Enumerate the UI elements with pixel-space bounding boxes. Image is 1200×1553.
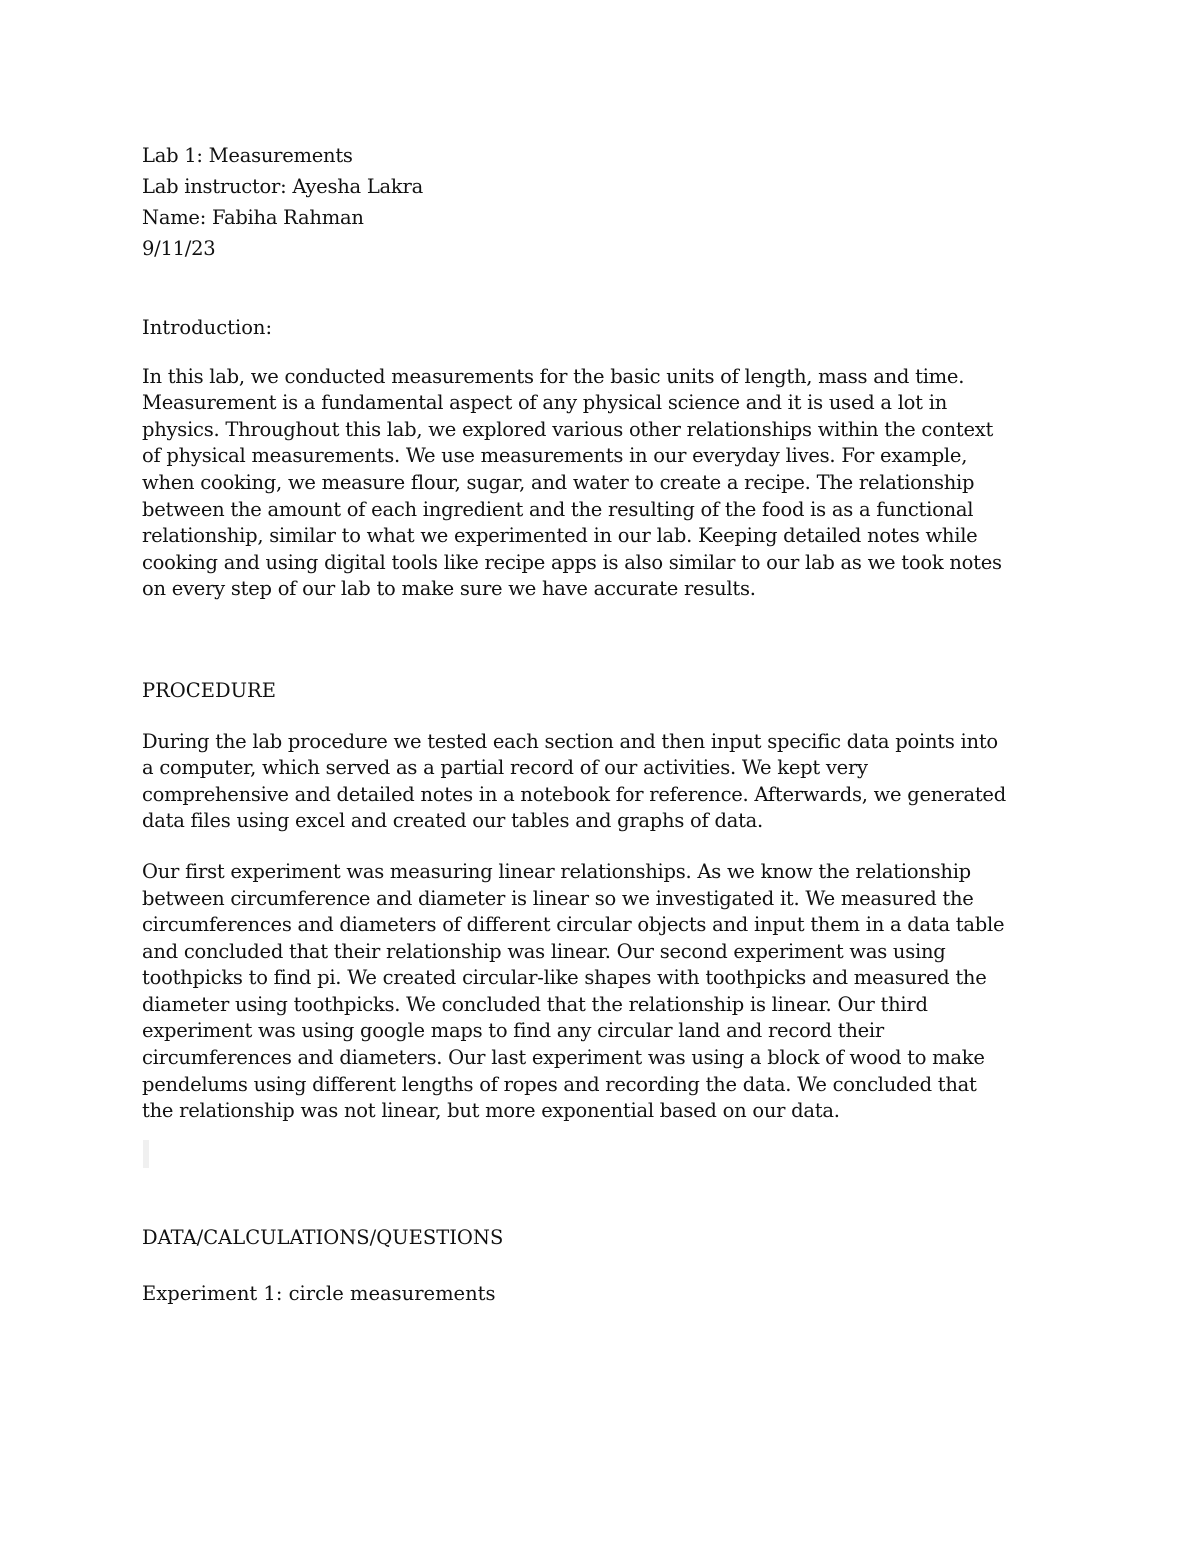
paragraph-line: the relationship was not linear, but more exponential based on our data. — [142, 1099, 840, 1123]
paragraph-line: circumferences and diameters of different circular objects and input them in a data table — [142, 913, 1005, 937]
document-body — [142, 140, 1067, 1308]
paragraph-line: During the lab procedure we tested each section and then input specific data points into — [142, 729, 998, 753]
paragraph-line: comprehensive and detailed notes in a notebook for reference. Afterwards, we generated — [142, 782, 1006, 806]
paragraph-line: a computer, which served as a partial record of our activities. We kept very — [142, 756, 868, 780]
procedure-paragraph-2 — [142, 859, 1067, 1125]
paragraph-line: In this lab, we conducted measurements for the basic units of length, mass and time. — [142, 364, 965, 388]
paragraph-line: of physical measurements. We use measurements in our everyday lives. For example, — [142, 444, 968, 468]
header-block — [142, 140, 1067, 264]
procedure-heading: PROCEDURE — [142, 678, 276, 702]
paragraph-line: pendelums using different lengths of ropes and recording the data. We concluded that — [142, 1072, 977, 1096]
lab-date: 9/11/23 — [142, 237, 216, 260]
paragraph-line: physics. Throughout this lab, we explored various other relationships within the context — [142, 417, 994, 441]
paragraph-line: cooking and using digital tools like recipe apps is also similar to our lab as we took notes — [142, 550, 1002, 574]
procedure-paragraph-1 — [142, 729, 1067, 835]
student-name: Name: Fabiha Rahman — [142, 206, 364, 229]
lab-instructor: Lab instructor: Ayesha Lakra — [142, 175, 423, 198]
paragraph-line: Our first experiment was measuring linear relationships. As we know the relationship — [142, 859, 971, 883]
introduction-heading: Introduction: — [142, 316, 273, 339]
text-cursor-highlight — [143, 1140, 149, 1168]
data-section-heading: DATA/CALCULATIONS/QUESTIONS — [142, 1225, 504, 1249]
paragraph-line: when cooking, we measure flour, sugar, and water to create a recipe. The relationship — [142, 470, 975, 494]
paragraph-line: between circumference and diameter is linear so we investigated it. We measured the — [142, 886, 974, 910]
paragraph-line: on every step of our lab to make sure we have accurate results. — [142, 577, 756, 601]
paragraph-line: circumferences and diameters. Our last experiment was using a block of wood to make — [142, 1046, 985, 1070]
introduction-paragraph — [142, 364, 1067, 603]
paragraph-line: diameter using toothpicks. We concluded that the relationship is linear. Our third — [142, 992, 928, 1016]
paragraph-line: relationship, similar to what we experimented in our lab. Keeping detailed notes while — [142, 524, 978, 548]
paragraph-line: and concluded that their relationship was linear. Our second experiment was using — [142, 939, 946, 963]
paragraph-line: Measurement is a fundamental aspect of any physical science and it is used a lot in — [142, 391, 948, 415]
paragraph-line: experiment was using google maps to find any circular land and record their — [142, 1019, 884, 1043]
lab-title: Lab 1: Measurements — [142, 144, 353, 167]
paragraph-line: data files using excel and created our tables and graphs of data. — [142, 809, 763, 833]
paragraph-line: between the amount of each ingredient and the resulting of the food is as a functional — [142, 497, 974, 521]
paragraph-line: toothpicks to find pi. We created circular-like shapes with toothpicks and measured the — [142, 966, 987, 990]
experiment-1-heading: Experiment 1: circle measurements — [142, 1282, 496, 1306]
